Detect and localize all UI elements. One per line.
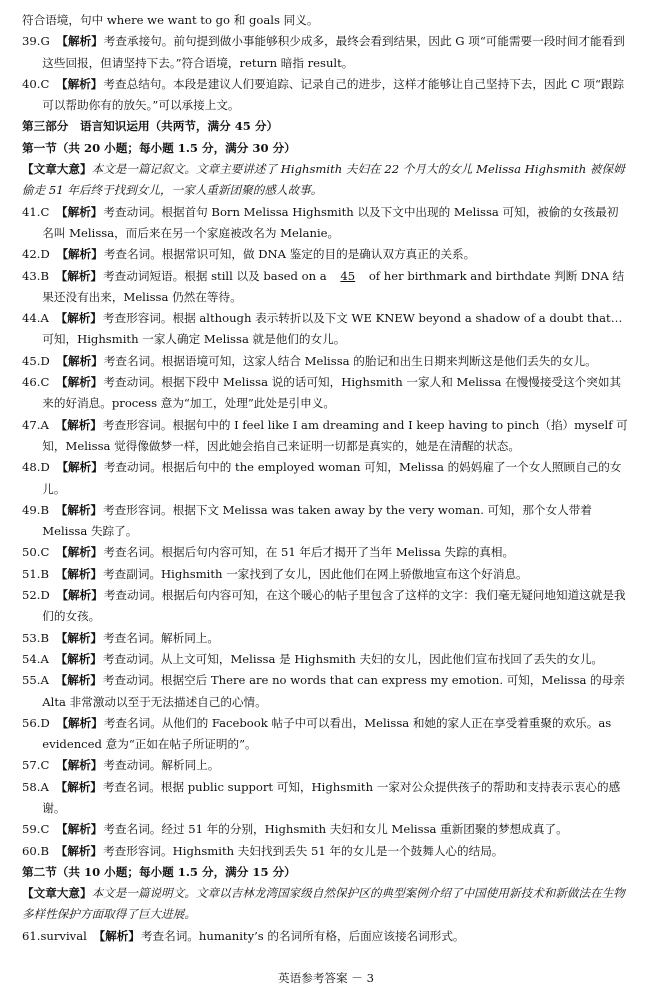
- item-answer: C: [40, 76, 50, 91]
- analysis-text: 考查承接句。前句提到做小事能够积少成多，最终会看到结果，因此 G 项“可能需要一段时间才能看到这些回报，但请坚持下去。”符合语境，return 暗指 result。: [42, 34, 625, 70]
- item-answer: A: [40, 651, 49, 666]
- text-line: [22, 10, 630, 31]
- blank-number: 45: [340, 268, 356, 283]
- item-answer: C: [40, 545, 50, 560]
- section-title-text: 第三部分 语言知识运用（共两节，满分 45 分）: [22, 119, 279, 134]
- item-answer: D: [40, 588, 50, 603]
- answer-item: [22, 926, 630, 947]
- analysis-text: 考查动词。根据后句中的 the employed woman 可知，Melissa 的妈妈雇了一个女人照顾自己的女儿。: [42, 460, 622, 496]
- item-number: 59.: [22, 822, 41, 837]
- section-title-text: 第一节（共 20 小题；每小题 1.5 分，满分 30 分）: [22, 140, 296, 155]
- analysis-tag: 【解析】: [56, 76, 103, 91]
- item-answer: C: [40, 822, 50, 837]
- analysis-text: 考查形容词。根据下文 Melissa was taken away by the very woman. 可知，那个女人带着 Melissa 失踪了。: [42, 502, 592, 539]
- item-number: 47.: [22, 417, 41, 432]
- summary-tag: 【文章大意】: [22, 886, 92, 901]
- item-number: 61.: [22, 928, 41, 943]
- answer-item: [22, 351, 630, 372]
- summary-text: 本文是一篇说明文。文章以吉林龙湾国家级自然保护区的典型案例介绍了中国使用新技术和新做法在生物多样性保护方面取得了巨大进展。: [22, 886, 625, 922]
- analysis-text: 考查名词。解析同上。: [103, 630, 220, 645]
- item-answer: B: [40, 502, 49, 517]
- analysis-text: 考查动词。根据首句 Born Melissa Highsmith 以及下文中出现的 Melissa 可知，被偷的女孩最初名叫 Melissa，而后来在另一个家庭被改名为 Melanie。: [42, 204, 619, 240]
- analysis-tag: 【解析】: [55, 779, 102, 794]
- item-number: 44.: [22, 311, 41, 326]
- item-answer: C: [40, 375, 50, 390]
- analysis-text: 考查名词。根据常识可知，做 DNA 鉴定的目的是确认双方真正的关系。: [103, 247, 476, 262]
- analysis-text: 考查名词。从他们的 Facebook 帖子中可以看出，Melissa 和她的家人正在享受着重聚的欢乐。as evidenced 意为“正如在帖子所证明的”。: [42, 715, 612, 752]
- analysis-tag: 【解析】: [56, 758, 103, 773]
- item-answer: B: [40, 843, 49, 858]
- analysis-tag: 【解析】: [56, 545, 103, 560]
- analysis-tag: 【解析】: [55, 630, 103, 645]
- answer-item: [22, 244, 630, 265]
- item-answer: B: [40, 630, 49, 645]
- analysis-text: 考查形容词。根据 although 表示转折以及下文 WE KNEW beyond a shadow of a doubt that…可知，Highsmith 一家人确定 Melissa 就是他们的女儿。: [42, 311, 623, 347]
- summary-text: 本文是一篇记叙文。文章主要讲述了 Highsmith 夫妇在 22 个月大的女儿 Melissa Highsmith 被保姆偷走 51 年后终于找到女儿，一家人重新团聚的感人故事。: [22, 162, 625, 198]
- analysis-text: 考查副词。Highsmith 一家找到了女儿，因此他们在网上骄傲地宣布这个好消息。: [103, 566, 528, 581]
- analysis-tag: 【解析】: [56, 247, 103, 262]
- item-number: 55.: [22, 673, 41, 688]
- item-number: 57.: [22, 758, 41, 773]
- item-number: 43.: [22, 268, 41, 283]
- item-answer: A: [40, 779, 49, 794]
- item-number: 53.: [22, 630, 41, 645]
- item-number: 60.: [22, 843, 41, 858]
- section-title-text: 第二节（共 10 小题；每小题 1.5 分，满分 15 分）: [22, 864, 296, 879]
- answer-item: [22, 755, 630, 776]
- item-answer: C: [40, 204, 50, 219]
- item-number: 42.: [22, 247, 41, 262]
- item-number: 39.: [22, 34, 41, 49]
- answer-item: [22, 74, 630, 117]
- answer-item: [22, 564, 630, 585]
- item-answer: survival: [40, 928, 87, 943]
- analysis-text-after: of her birthmark and birthdate 判断 DNA 结果还没有出来，Melissa 仍然在等待。: [42, 268, 625, 304]
- analysis-tag: 【解析】: [93, 928, 140, 943]
- item-number: 50.: [22, 545, 41, 560]
- section-title: [22, 116, 630, 137]
- analysis-text: 考查名词。经过 51 年的分别，Highsmith 夫妇和女儿 Melissa 重新团聚的梦想成真了。: [103, 822, 568, 837]
- passage-summary: [22, 883, 630, 926]
- item-number: 49.: [22, 502, 41, 517]
- analysis-text: 考查名词。humanity’s 的名词所有格，后面应该接名词形式。: [140, 928, 465, 943]
- answer-item: [22, 31, 630, 74]
- analysis-text: 考查名词。根据 public support 可知，Highsmith 一家对公众提供孩子的帮助和支持表示衷心的感谢。: [42, 779, 621, 815]
- analysis-text: 考查动词。从上文可知，Melissa 是 Highsmith 夫妇的女儿，因此他们宣布找回了丢失的女儿。: [102, 651, 604, 666]
- analysis-text: 考查总结句。本段是建议人们要追踪、记录自己的进步，这样才能够让自己坚持下去，因此 C 项“跟踪可以帮助你有的放矢。”可以承接上文。: [42, 76, 625, 113]
- answer-item: [22, 266, 630, 309]
- analysis-tag: 【解析】: [56, 822, 103, 837]
- answer-item: [22, 841, 630, 862]
- item-number: 58.: [22, 779, 41, 794]
- analysis-tag: 【解析】: [55, 502, 103, 517]
- answer-item: [22, 415, 630, 458]
- answer-item: [22, 649, 630, 670]
- item-answer: D: [40, 715, 50, 730]
- analysis-tag: 【解析】: [56, 375, 103, 390]
- item-answer: C: [40, 758, 50, 773]
- item-answer: D: [40, 460, 50, 475]
- answer-item: [22, 372, 630, 415]
- page-footer: 英语参考答案 － 3: [278, 971, 374, 985]
- analysis-text: 考查动词。根据下段中 Melissa 说的话可知，Highsmith 一家人和 Melissa 在慢慢接受这个突如其来的好消息。process 意为“加工，处理”此处是引申义。: [42, 375, 622, 411]
- item-number: 45.: [22, 353, 41, 368]
- answer-item: [22, 542, 630, 563]
- answer-item: [22, 500, 630, 543]
- item-answer: G: [40, 34, 50, 49]
- analysis-tag: 【解析】: [55, 673, 102, 688]
- analysis-tag: 【解析】: [55, 311, 102, 326]
- item-number: 54.: [22, 651, 41, 666]
- item-number: 46.: [22, 375, 41, 390]
- analysis-text: 考查名词。根据后句内容可知，在 51 年后才揭开了当年 Melissa 失踪的真相。: [103, 545, 515, 560]
- analysis-text: 考查动词。解析同上。: [103, 758, 220, 773]
- analysis-tag: 【解析】: [56, 34, 103, 49]
- analysis-tag: 【解析】: [55, 417, 102, 432]
- answer-item: [22, 585, 630, 628]
- analysis-tag: 【解析】: [55, 268, 103, 283]
- line-text: 符合语境，句中 where we want to go 和 goals 同义。: [22, 13, 319, 27]
- item-answer: D: [40, 353, 50, 368]
- analysis-text: 考查形容词。根据句中的 I feel like I am dreaming and I keep having to pinch（掐）myself 可知，Melissa 觉得像做梦一样，因此她会掐自己来证明一切都是真实的，她是在清醒的状态。: [42, 417, 628, 453]
- analysis-tag: 【解析】: [56, 353, 103, 368]
- answer-content: [22, 10, 630, 947]
- answer-item: [22, 777, 630, 820]
- analysis-tag: 【解析】: [56, 588, 103, 603]
- analysis-tag: 【解析】: [56, 460, 103, 475]
- item-answer: D: [40, 247, 50, 262]
- analysis-text: 考查形容词。Highsmith 夫妇找到丢失 51 年的女儿是一个鼓舞人心的结局。: [103, 843, 504, 858]
- answer-item: [22, 713, 630, 756]
- item-answer: B: [40, 268, 49, 283]
- analysis-tag: 【解析】: [56, 715, 103, 730]
- item-number: 51.: [22, 566, 41, 581]
- item-number: 40.: [22, 76, 41, 91]
- item-number: 41.: [22, 204, 41, 219]
- passage-summary: [22, 159, 630, 202]
- item-number: 52.: [22, 588, 41, 603]
- item-number: 48.: [22, 460, 41, 475]
- answer-item: [22, 628, 630, 649]
- answer-item: [22, 819, 630, 840]
- answer-item: [22, 457, 630, 500]
- item-answer: B: [40, 566, 49, 581]
- analysis-tag: 【解析】: [55, 843, 103, 858]
- item-answer: A: [40, 311, 49, 326]
- answer-item: [22, 308, 630, 351]
- analysis-tag: 【解析】: [56, 204, 103, 219]
- section-title: [22, 138, 630, 159]
- answer-item: [22, 670, 630, 713]
- item-answer: A: [40, 417, 49, 432]
- analysis-text: 考查动词短语。根据 still 以及 based on a: [103, 268, 327, 283]
- section-title: [22, 862, 630, 883]
- analysis-text: 考查动词。根据空后 There are no words that can express my emotion. 可知，Melissa 的母亲 Alta 非常激动以至于无法描述自己的心情。: [42, 673, 625, 709]
- analysis-tag: 【解析】: [55, 651, 102, 666]
- analysis-text: 考查动词。根据后句内容可知，在这个暖心的帖子里包含了这样的文字：我们毫无疑问地知道这就是我们的女孩。: [42, 588, 626, 624]
- summary-tag: 【文章大意】: [22, 162, 92, 177]
- item-answer: A: [40, 673, 49, 688]
- analysis-tag: 【解析】: [55, 566, 103, 581]
- item-number: 56.: [22, 715, 41, 730]
- answer-item: [22, 202, 630, 245]
- analysis-text: 考查名词。根据语境可知，这家人结合 Melissa 的胎记和出生日期来判断这是他们丢失的女儿。: [103, 353, 597, 368]
